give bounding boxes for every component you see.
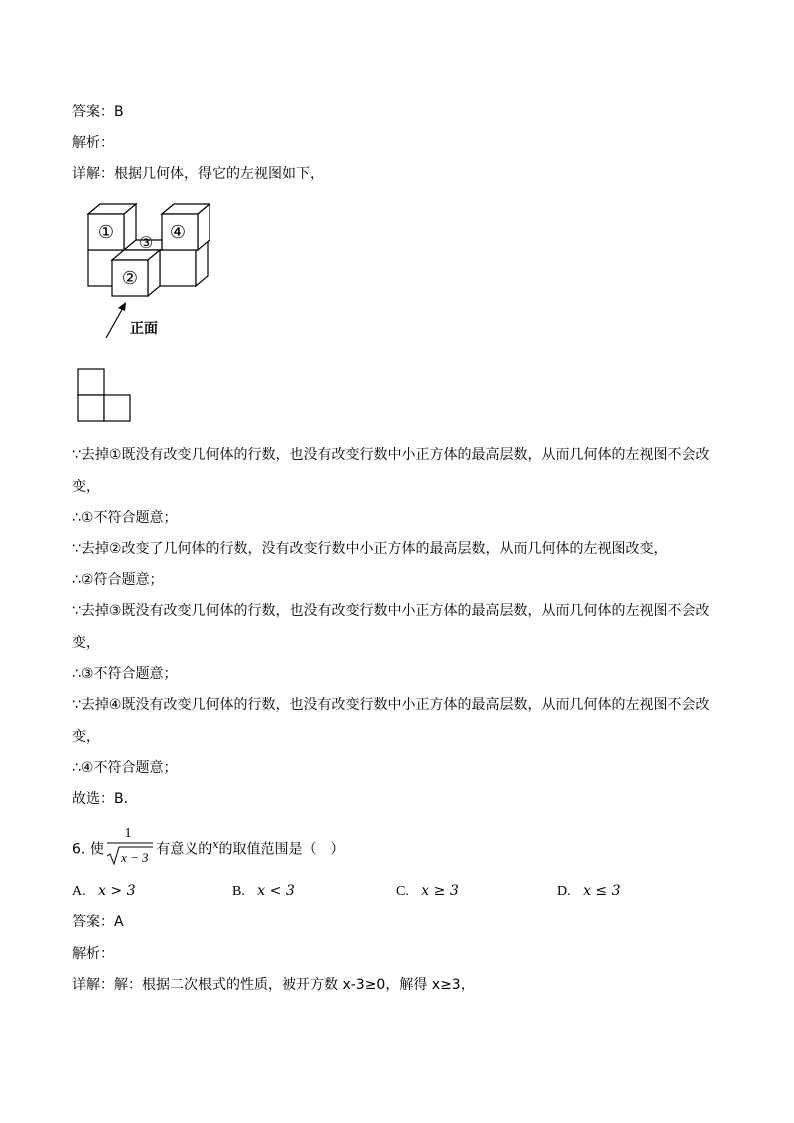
detail-line-q6: 详解：解：根据二次根式的性质，被开方数 x-3≥0，解得 x≥3，	[72, 977, 475, 993]
detail-line-q5: 详解：根据几何体，得它的左视图如下，	[72, 166, 324, 182]
answer-value-q6: A	[114, 914, 124, 930]
option-d-expr: x ≤ 3	[583, 883, 621, 899]
fraction-numerator: 1	[124, 826, 132, 841]
option-c-expr: x ≥ 3	[421, 883, 459, 899]
front-arrow-head	[118, 302, 126, 311]
option-b-expr: x < 3	[257, 883, 295, 899]
question6-suffix-b: 的取值范围是（ ）	[218, 841, 345, 858]
reasoning-5-cont: 变，	[72, 635, 100, 651]
answer-line-q6	[72, 912, 124, 932]
reasoning-4: ∴②符合题意；	[72, 572, 164, 588]
cube-back-right-bottom	[160, 250, 196, 286]
option-a-expr: x > 3	[98, 883, 136, 899]
analysis-label-q6: 解析：	[72, 946, 114, 962]
question6-prefix: 使	[89, 841, 104, 858]
option-d-letter: D.	[557, 884, 571, 899]
radicand: x − 3	[121, 850, 149, 865]
reasoning-1: ∵去掉①既没有改变几何体的行数，也没有改变行数中小正方体的最高层数，从而几何体的左视图不会改	[72, 447, 710, 463]
reasoning-2: ∴①不符合题意；	[72, 510, 178, 526]
reasoning-6: ∴③不符合题意；	[72, 666, 178, 682]
answer-label-q6: 答案：	[72, 914, 114, 930]
option-b-letter: B.	[232, 884, 245, 899]
option-d	[557, 881, 621, 902]
reasoning-7: ∵去掉④既没有改变几何体的行数，也没有改变行数中小正方体的最高层数，从而几何体的左视图不会改	[72, 697, 710, 713]
reasoning-1-cont: 变，	[72, 479, 100, 495]
analysis-label-q5: 解析：	[72, 135, 114, 151]
front-arrow-line	[106, 306, 124, 338]
front-label: 正面	[130, 321, 158, 337]
reasoning-5: ∵去掉③既没有改变几何体的行数，也没有改变行数中小正方体的最高层数，从而几何体的左视图不会改	[72, 603, 710, 619]
cube-arrangement-figure	[80, 200, 210, 340]
reasoning-8: ∴④不符合题意；	[72, 760, 178, 776]
cube-label-2: ②	[121, 268, 139, 289]
cube-label-3: ③	[138, 233, 154, 252]
question6-variable: x	[212, 838, 219, 851]
reasoning-3: ∵去掉②改变了几何体的行数，没有改变行数中小正方体的最高层数，从而几何体的左视图改变，	[72, 541, 668, 557]
option-c-letter: C.	[396, 884, 409, 899]
cube-label-4: ④	[169, 222, 187, 243]
conclusion-q5: 故选：B．	[72, 791, 138, 807]
option-c	[396, 881, 459, 902]
left-view-figure	[76, 367, 134, 423]
cube-label-1: ①	[97, 222, 115, 243]
reasoning-7-cont: 变，	[72, 729, 100, 745]
answer-line-q5	[72, 102, 124, 122]
question6-suffix-a: 有意义的	[156, 841, 213, 858]
option-a	[72, 881, 136, 902]
answer-label: 答案：	[72, 104, 114, 120]
fraction-expression	[106, 822, 154, 868]
question6-number: 6.	[72, 841, 86, 858]
answer-value: B	[114, 104, 124, 120]
option-b	[232, 881, 295, 902]
option-a-letter: A.	[72, 884, 86, 899]
